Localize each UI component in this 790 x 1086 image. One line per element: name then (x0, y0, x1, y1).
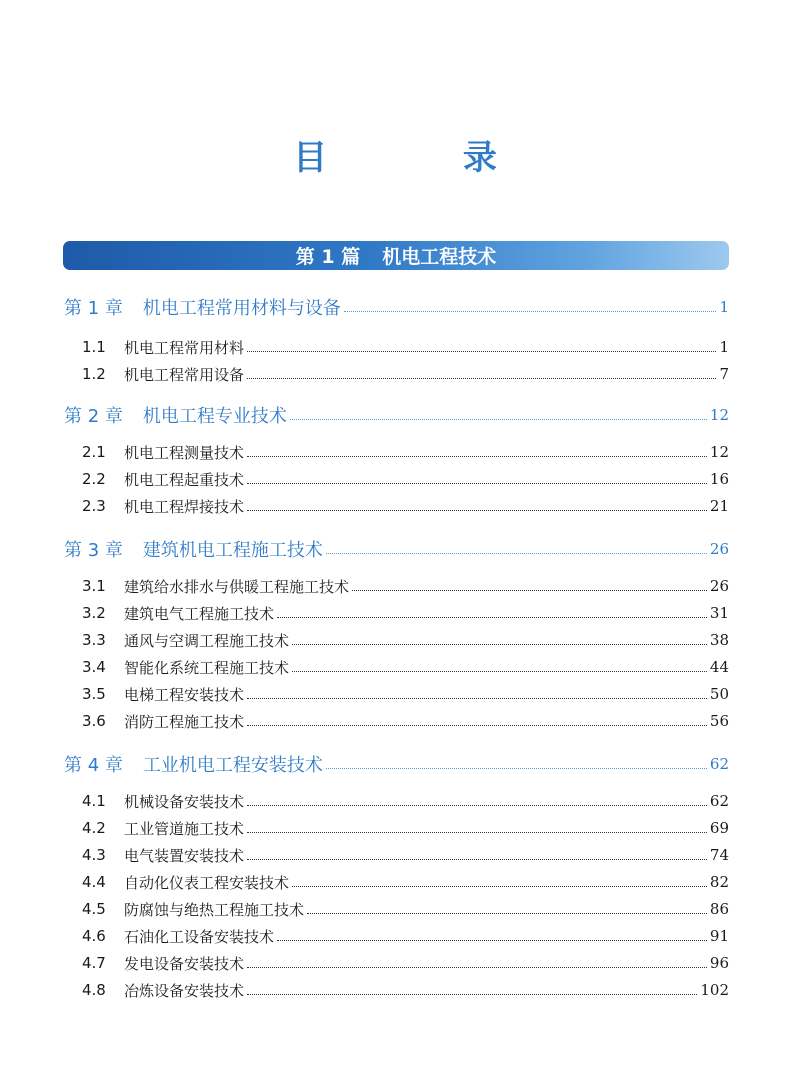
section-page-number: 86 (709, 900, 729, 918)
section-page-number: 44 (709, 658, 729, 676)
section-number: 4.2 (82, 819, 106, 837)
section-page-number: 82 (709, 873, 729, 891)
section-number: 3.1 (82, 577, 106, 595)
section-entry[interactable] (82, 602, 729, 624)
chapter-number: 第 3 章 (64, 540, 123, 561)
section-page-number: 38 (709, 631, 729, 649)
section-number: 4.1 (82, 792, 106, 810)
section-entry[interactable] (82, 710, 729, 732)
section-entry[interactable] (82, 952, 729, 974)
chapter-title: 机电工程常用材料与设备 (142, 298, 341, 319)
section-page-number: 74 (709, 846, 729, 864)
section-number: 4.3 (82, 846, 106, 864)
section-entry[interactable] (82, 844, 729, 866)
chapter-entry[interactable] (64, 536, 729, 562)
dot-leader (292, 644, 707, 645)
dot-leader (307, 913, 707, 914)
chapter-number: 第 1 章 (64, 298, 123, 319)
section-entry[interactable] (82, 925, 729, 947)
part-title: 机电工程技术 (382, 246, 497, 268)
section-page-number: 102 (700, 981, 729, 999)
dot-leader (247, 510, 707, 511)
section-entry[interactable] (82, 898, 729, 920)
page-title: 目 录 (293, 138, 559, 178)
chapter-title: 机电工程专业技术 (142, 406, 287, 427)
chapter-page-number: 62 (709, 755, 729, 773)
section-page-number: 69 (709, 819, 729, 837)
section-number: 3.5 (82, 685, 106, 703)
dot-leader (247, 698, 707, 699)
dot-leader (326, 553, 707, 554)
part-banner (63, 241, 729, 270)
section-entry[interactable] (82, 441, 729, 463)
section-title: 机械设备安装技术 (124, 792, 245, 811)
section-title: 机电工程常用设备 (124, 365, 245, 384)
dot-leader (247, 994, 697, 995)
section-number: 4.8 (82, 981, 106, 999)
section-page-number: 62 (709, 792, 729, 810)
chapter-title: 工业机电工程安装技术 (142, 755, 323, 776)
chapter-number: 第 2 章 (64, 406, 123, 427)
section-title: 电梯工程安装技术 (124, 685, 245, 704)
chapter-title: 建筑机电工程施工技术 (142, 540, 323, 561)
dot-leader (326, 768, 707, 769)
section-entry[interactable] (82, 629, 729, 651)
section-title: 冶炼设备安装技术 (124, 981, 245, 1000)
section-entry[interactable] (82, 363, 729, 385)
section-title: 发电设备安装技术 (124, 954, 245, 973)
chapter-entry[interactable] (64, 402, 729, 428)
dot-leader (344, 311, 717, 312)
dot-leader (247, 967, 707, 968)
chapter-page-number: 12 (709, 406, 729, 424)
section-title: 建筑电气工程施工技术 (124, 604, 275, 623)
section-entry[interactable] (82, 979, 729, 1001)
section-entry[interactable] (82, 871, 729, 893)
dot-leader (247, 378, 716, 379)
section-number: 2.1 (82, 443, 106, 461)
dot-leader (277, 617, 707, 618)
section-title: 石油化工设备安装技术 (124, 927, 275, 946)
section-number: 3.3 (82, 631, 106, 649)
section-title: 工业管道施工技术 (124, 819, 245, 838)
section-title: 自动化仪表工程安装技术 (124, 873, 290, 892)
section-number: 3.4 (82, 658, 106, 676)
chapter-page-number: 26 (709, 540, 729, 558)
section-number: 4.6 (82, 927, 106, 945)
section-page-number: 31 (709, 604, 729, 622)
section-page-number: 91 (709, 927, 729, 945)
section-entry[interactable] (82, 468, 729, 490)
section-number: 4.7 (82, 954, 106, 972)
section-title: 防腐蚀与绝热工程施工技术 (124, 900, 305, 919)
section-number: 2.2 (82, 470, 106, 488)
section-number: 3.2 (82, 604, 106, 622)
section-entry[interactable] (82, 495, 729, 517)
section-page-number: 12 (709, 443, 729, 461)
section-title: 智能化系统工程施工技术 (124, 658, 290, 677)
dot-leader (247, 832, 707, 833)
section-entry[interactable] (82, 656, 729, 678)
section-entry[interactable] (82, 683, 729, 705)
chapter-entry[interactable] (64, 751, 729, 777)
section-title: 机电工程测量技术 (124, 443, 245, 462)
section-number: 4.4 (82, 873, 106, 891)
section-title: 建筑给水排水与供暖工程施工技术 (124, 577, 350, 596)
section-title: 消防工程施工技术 (124, 712, 245, 731)
section-title: 机电工程起重技术 (124, 470, 245, 489)
section-page-number: 26 (709, 577, 729, 595)
dot-leader (277, 940, 707, 941)
section-page-number: 21 (709, 497, 729, 515)
section-title: 机电工程常用材料 (124, 338, 245, 357)
dot-leader (292, 886, 707, 887)
chapter-page-number: 1 (719, 298, 729, 316)
section-number: 1.2 (82, 365, 106, 383)
chapter-number: 第 4 章 (64, 755, 123, 776)
section-page-number: 50 (709, 685, 729, 703)
section-number: 1.1 (82, 338, 106, 356)
section-number: 4.5 (82, 900, 106, 918)
section-page-number: 7 (719, 365, 729, 383)
section-number: 3.6 (82, 712, 106, 730)
section-entry[interactable] (82, 336, 729, 358)
section-title: 机电工程焊接技术 (124, 497, 245, 516)
section-page-number: 96 (709, 954, 729, 972)
dot-leader (247, 725, 707, 726)
dot-leader (247, 483, 707, 484)
section-number: 2.3 (82, 497, 106, 515)
dot-leader (247, 805, 707, 806)
dot-leader (247, 456, 707, 457)
section-page-number: 16 (709, 470, 729, 488)
dot-leader (247, 859, 707, 860)
part-number: 第 1 篇 (295, 246, 361, 268)
dot-leader (247, 351, 716, 352)
chapter-entry[interactable] (64, 294, 729, 320)
section-page-number: 56 (709, 712, 729, 730)
dot-leader (292, 671, 707, 672)
dot-leader (290, 419, 707, 420)
section-entry[interactable] (82, 575, 729, 597)
section-title: 通风与空调工程施工技术 (124, 631, 290, 650)
section-page-number: 1 (719, 338, 729, 356)
section-title: 电气装置安装技术 (124, 846, 245, 865)
section-entry[interactable] (82, 790, 729, 812)
dot-leader (352, 590, 707, 591)
section-entry[interactable] (82, 817, 729, 839)
